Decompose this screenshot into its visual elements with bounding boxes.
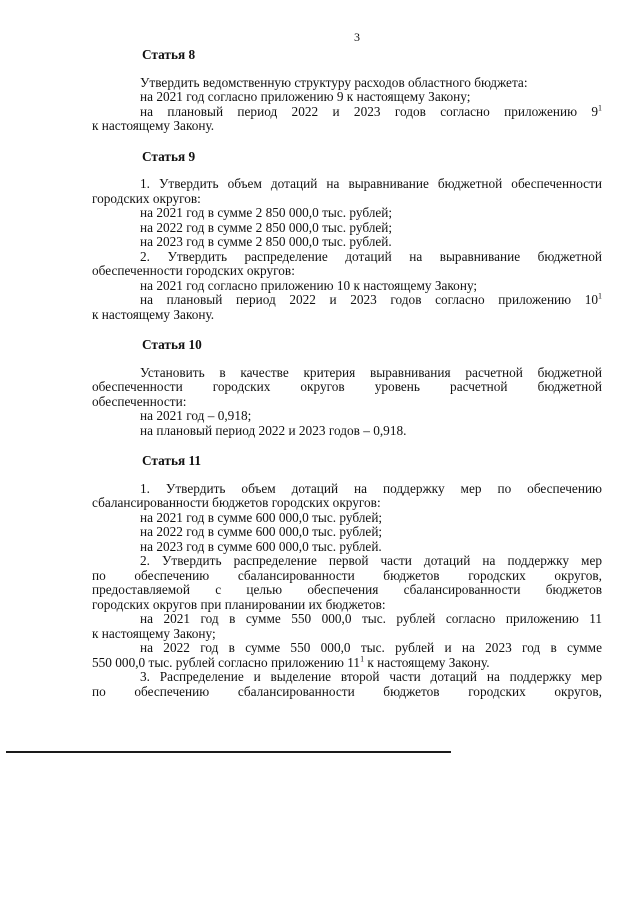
paragraph: к настоящему Закону.: [92, 118, 215, 133]
paragraph: на 2023 год в сумме 2 850 000,0 тыс. рублей.: [140, 234, 392, 249]
paragraph: на 2021 год согласно приложению 10 к настоящему Закону;: [140, 277, 478, 293]
paragraph: 1. Утвердить объем дотаций на выравнивание бюджетной обеспеченности: [140, 176, 602, 191]
paragraph-text: к настоящему Закону.: [364, 654, 490, 670]
paragraph: городских округов:: [92, 190, 201, 206]
paragraph: по обеспечению сбалансированности бюджетов городских округов,: [92, 567, 602, 583]
paragraph: на 2021 год – 0,918;: [140, 408, 252, 423]
paragraph: к настоящему Закону.: [92, 306, 215, 322]
article-11: [92, 454, 602, 699]
superscript: 1: [598, 103, 602, 113]
article-8: [92, 48, 602, 134]
paragraph: на 2021 год в сумме 600 000,0 тыс. рублей;: [140, 509, 383, 525]
paragraph: на плановый период 2022 и 2023 годов – 0,918.: [140, 422, 407, 438]
paragraph: обеспеченности городских округов:: [92, 263, 295, 278]
superscript: 1: [360, 654, 365, 664]
paragraph: обеспеченности:: [92, 393, 187, 409]
paragraph: по обеспечению сбалансированности бюджетов городских округов,: [92, 683, 602, 699]
paragraph: [92, 105, 602, 120]
article-10: [92, 338, 602, 438]
paragraph: 1. Утвердить объем дотаций на поддержку мер по обеспечению: [140, 480, 602, 496]
article-title: Статья 9: [142, 148, 196, 164]
paragraph: 2. Утвердить распределение дотаций на выравнивание бюджетной: [140, 248, 602, 264]
paragraph: сбалансированности бюджетов городских округов:: [92, 495, 381, 510]
paragraph: Утвердить ведомственную структуру расходов областного бюджета:: [140, 74, 528, 90]
paragraph: на 2021 год согласно приложению 9 к настоящему Закону;: [140, 89, 471, 104]
paragraph: [92, 293, 602, 308]
document-body: [92, 48, 602, 699]
article-title: Статья 11: [142, 453, 202, 468]
paragraph: предоставляемой с целью обеспечения сбалансированности бюджетов: [92, 582, 602, 597]
paragraph: городских округов при планировании их бюджетов:: [92, 596, 386, 612]
page-number: 3: [354, 30, 360, 44]
article-9: [92, 150, 602, 323]
paragraph: на 2022 год в сумме 600 000,0 тыс. рублей;: [140, 524, 383, 539]
paragraph: [92, 656, 602, 671]
paragraph-text: на плановый период 2022 и 2023 годов согласно приложению 10: [140, 292, 598, 307]
paragraph: на 2021 год в сумме 2 850 000,0 тыс. рублей;: [140, 205, 393, 220]
paragraph: к настоящему Закону;: [92, 625, 216, 641]
paragraph-text: 550 000,0 тыс. рублей согласно приложению 11: [92, 654, 361, 670]
paragraph: обеспеченности городских округов уровень расчетной бюджетной: [92, 379, 602, 394]
paragraph: 2. Утвердить распределение первой части дотаций на поддержку мер: [140, 553, 602, 568]
paragraph-text: на плановый период 2022 и 2023 годов согласно приложению 9: [140, 103, 598, 119]
paragraph: 3. Распределение и выделение второй части дотаций на поддержку мер: [140, 669, 602, 684]
article-title: Статья 8: [142, 47, 196, 62]
paragraph: на 2021 год в сумме 550 000,0 тыс. рублей согласно приложению 11: [140, 611, 602, 626]
paragraph: на 2023 год в сумме 600 000,0 тыс. рублей.: [140, 538, 382, 554]
superscript: 1: [598, 291, 602, 301]
paragraph: Установить в качестве критерия выравнивания расчетной бюджетной: [140, 364, 602, 380]
article-title: Статья 10: [142, 337, 202, 352]
footnote-divider: [6, 751, 451, 753]
paragraph: на 2022 год в сумме 550 000,0 тыс. рублей и на 2023 год в сумме: [140, 640, 602, 655]
paragraph: на 2022 год в сумме 2 850 000,0 тыс. рублей;: [140, 219, 393, 235]
